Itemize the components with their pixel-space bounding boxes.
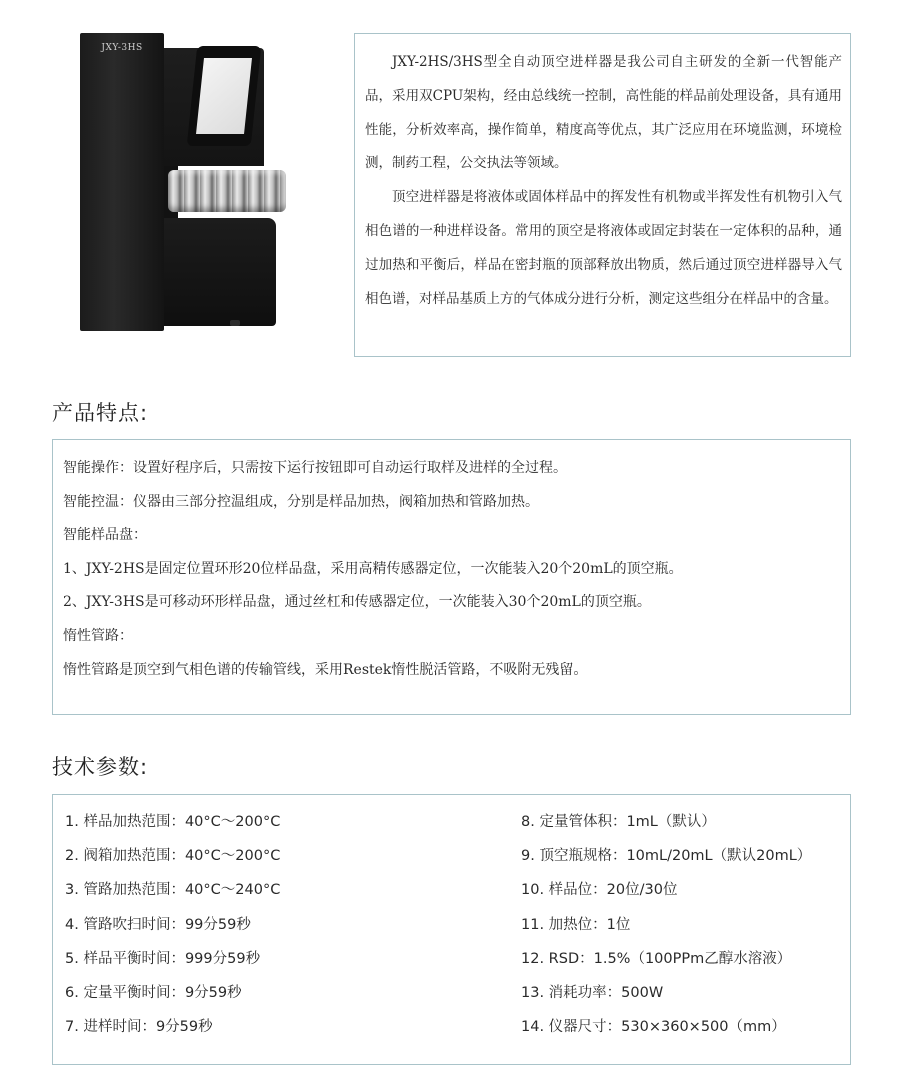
sample-tray bbox=[168, 170, 286, 212]
features-box bbox=[52, 439, 851, 715]
feature-line: 惰性管路： bbox=[63, 627, 133, 644]
spec-item: 11. 加热位：1位 bbox=[521, 916, 631, 933]
spec-item: 13. 消耗功率：500W bbox=[521, 984, 664, 1001]
spec-item: 8. 定量管体积：1mL（默认） bbox=[521, 814, 716, 830]
spec-item: 2. 阀箱加热范围：40°C～200°C bbox=[65, 848, 281, 865]
product-image bbox=[80, 30, 300, 335]
feature-line: 2、JXY-3HS是可移动环形样品盘，通过丝杠和传感器定位，一次能装入30个20mL的顶空瓶。 bbox=[63, 594, 651, 611]
spec-item: 3. 管路加热范围：40°C～240°C bbox=[65, 882, 281, 899]
spec-item: 4. 管路吹扫时间：99分59秒 bbox=[65, 916, 251, 933]
spec-item: 12. RSD：1.5%（100PPm乙醇水溶液） bbox=[521, 950, 792, 967]
feature-line: 智能操作：设置好程序后，只需按下运行按钮即可自动运行取样及进样的全过程。 bbox=[63, 460, 567, 476]
touchscreen bbox=[196, 58, 252, 134]
specs-left-column bbox=[65, 809, 280, 1048]
spec-item: 1. 样品加热范围：40°C～200°C bbox=[65, 814, 281, 830]
instrument-tower bbox=[80, 33, 164, 331]
specs-title: 技术参数: bbox=[52, 755, 149, 779]
intro-paragraph: 顶空进样器是将液体或固体样品中的挥发性有机物或半挥发性有机物引入气相色谱的一种进样设备。常用的顶空是将液体或固定封装在一定体积的品种，通过加热和平衡后，样品在密封瓶的顶部释放出物质，然后通过顶空进样器导入气相色谱，对样品基质上方的气体成分进行分析，测定这些组分在样品中的含量。 bbox=[365, 189, 842, 307]
feature-line: 智能样品盘： bbox=[63, 527, 147, 544]
intro-box bbox=[354, 33, 851, 357]
spec-item: 10. 样品位：20位/30位 bbox=[521, 882, 678, 899]
model-label: JXY-3HS bbox=[101, 43, 143, 53]
intro-paragraph: JXY-2HS/3HS型全自动顶空进样器是我公司自主研发的全新一代智能产品，采用双CPU架构，经由总线统一控制，高性能的样品前处理设备，具有通用性能，分析效率高，操作简单，精度高等优点，其广泛应用在环境监测，环境检测，制药工程，公交执法等领域。 bbox=[365, 54, 842, 172]
specs-right-column bbox=[521, 809, 811, 1048]
feature-line: 1、JXY-2HS是固定位置环形20位样品盘，采用高精传感器定位，一次能装入20个20mL的顶空瓶。 bbox=[63, 560, 683, 577]
spec-item: 9. 顶空瓶规格：10mL/20mL（默认20mL） bbox=[521, 848, 812, 865]
instrument-base bbox=[164, 218, 276, 326]
instrument-foot bbox=[230, 320, 240, 326]
spec-item: 7. 进样时间：9分59秒 bbox=[65, 1019, 213, 1036]
features-title: 产品特点: bbox=[52, 401, 149, 425]
feature-line: 智能控温：仪器由三部分控温组成，分别是样品加热，阀箱加热和管路加热。 bbox=[63, 493, 539, 510]
specs-box bbox=[52, 794, 851, 1065]
touchscreen-frame bbox=[187, 46, 262, 146]
spec-item: 5. 样品平衡时间：999分59秒 bbox=[65, 950, 261, 967]
spec-item: 6. 定量平衡时间：9分59秒 bbox=[65, 984, 242, 1001]
spec-item: 14. 仪器尺寸：530×360×500（mm） bbox=[521, 1019, 786, 1036]
feature-line: 惰性管路是顶空到气相色谱的传输管线，采用Restek惰性脱活管路，不吸附无残留。 bbox=[63, 661, 588, 678]
